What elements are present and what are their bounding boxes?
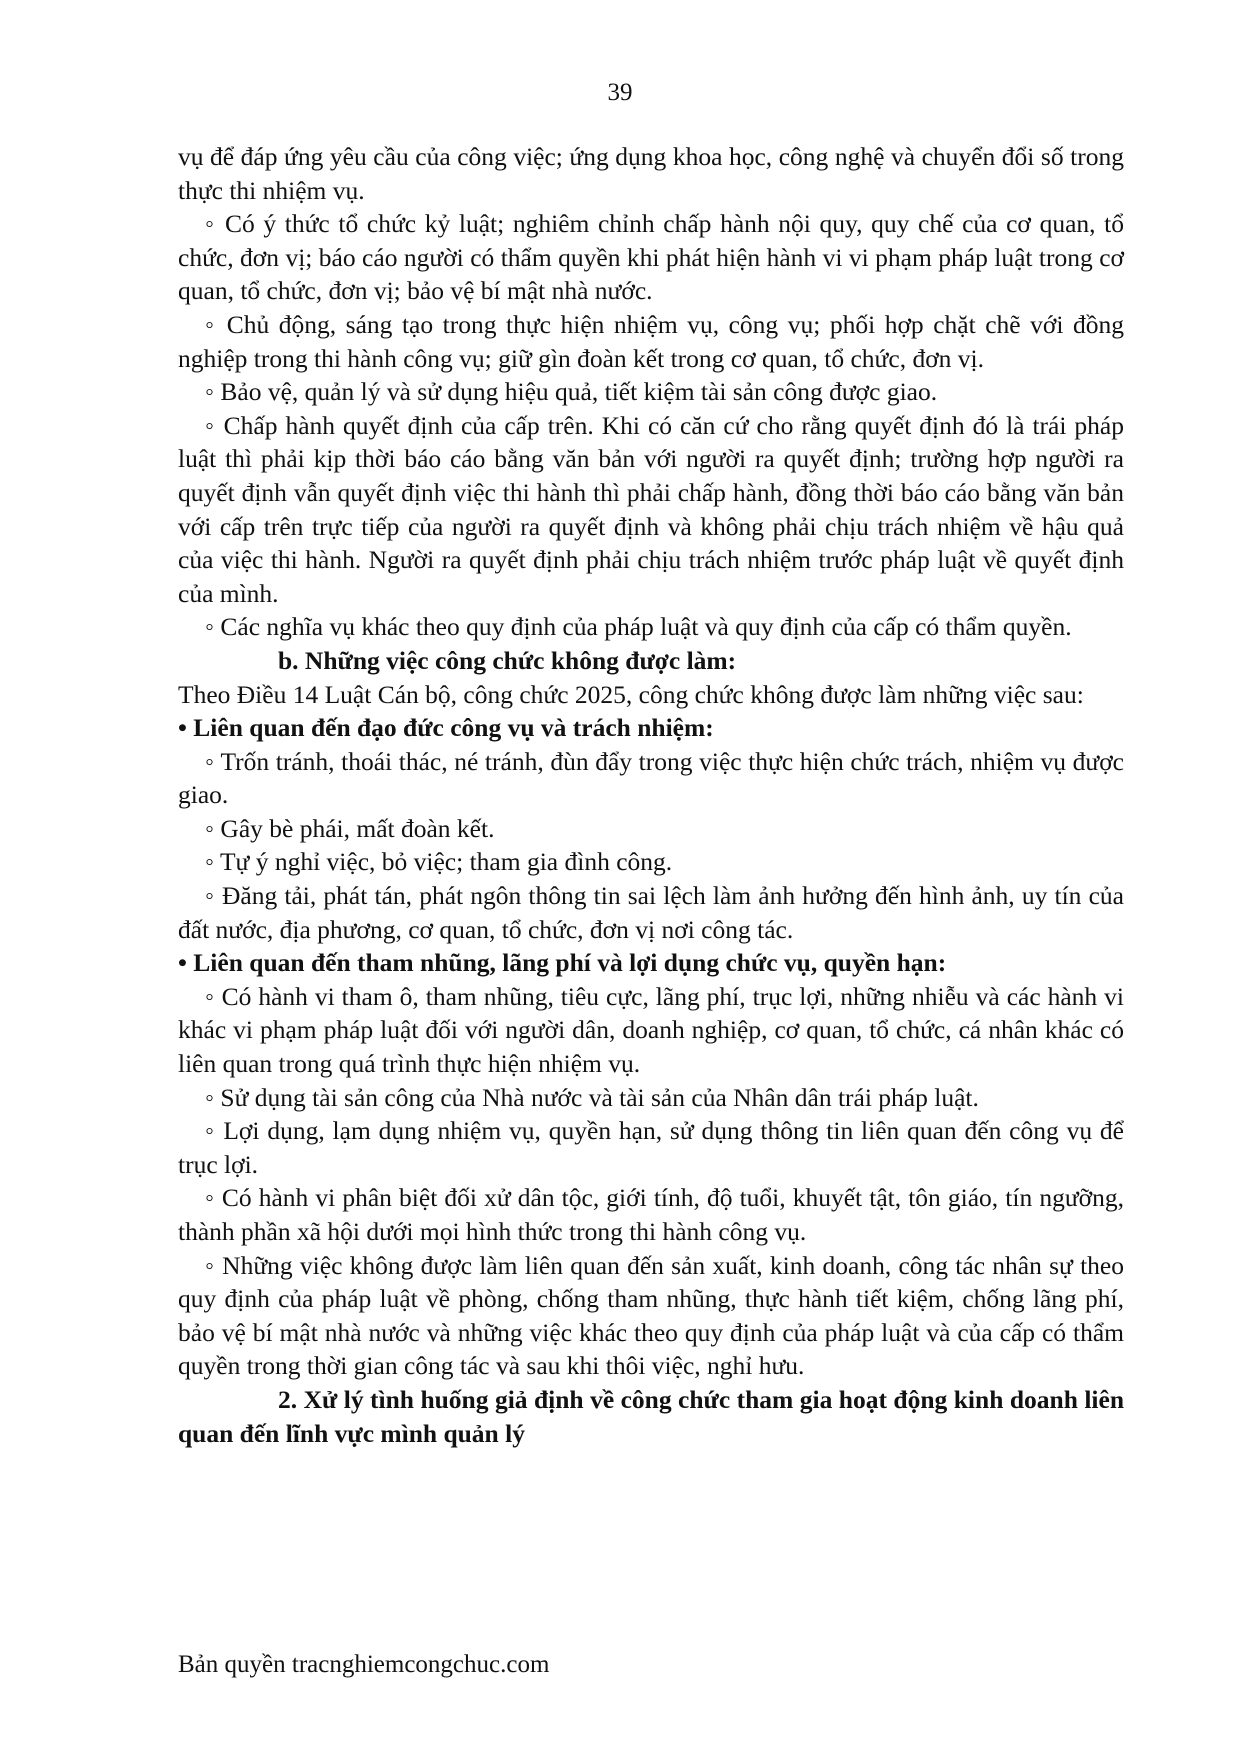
prohibited-item: ◦ Tự ý nghỉ việc, bỏ việc; tham gia đình công.	[205, 847, 673, 877]
section-intro: Theo Điều 14 Luật Cán bộ, công chức 2025, công chức không được làm những việc sau:	[178, 679, 1084, 709]
prohibited-item: ◦ Sử dụng tài sản công của Nhà nước và tài sản của Nhân dân trái pháp luật.	[205, 1082, 979, 1112]
obligation-item: ◦ Chủ động, sáng tạo trong thực hiện nhiệm vụ, công vụ; phối hợp chặt chẽ với đồng nghiệp trong thi hành công vụ; giữ gìn đoàn kết trong cơ quan, tổ chức, đơn vị.	[178, 309, 1124, 373]
obligation-item: ◦ Các nghĩa vụ khác theo quy định của pháp luật và quy định của cấp có thẩm quyền.	[205, 612, 1072, 642]
obligation-item: ◦ Chấp hành quyết định của cấp trên. Khi có căn cứ cho rằng quyết định đó là trái pháp luật thì phải kịp thời báo cáo bằng văn bản với người ra quyết định; trường hợp người ra quyết định vẫn quyết định việc thi hành thì phải chấp hành, đồng thời báo cáo bằng văn bản với cấp trên trực tiếp của người ra quyết định và không phải chịu trách nhiệm về hậu quả của việc thi hành. Người ra quyết định phải chịu trách nhiệm trước pháp luật về quyết định của mình.	[178, 410, 1124, 608]
prohibited-item: ◦ Những việc không được làm liên quan đến sản xuất, kinh doanh, công tác nhân sự theo quy định của pháp luật về phòng, chống tham nhũng, thực hành tiết kiệm, chống lãng phí, bảo vệ bí mật nhà nước và những việc khác theo quy định của pháp luật và của cấp có thẩm quyền trong thời gian công tác và sau khi thôi việc, nghỉ hưu.	[178, 1250, 1124, 1381]
section-heading-b: b. Những việc công chức không được làm:	[278, 645, 737, 675]
prohibited-item: ◦ Lợi dụng, lạm dụng nhiệm vụ, quyền hạn, sử dụng thông tin liên quan đến công vụ để trục lợi.	[178, 1116, 1124, 1179]
group-heading-ethics: • Liên quan đến đạo đức công vụ và trách nhiệm:	[178, 713, 714, 743]
prohibited-item: ◦ Có hành vi tham ô, tham nhũng, tiêu cực, lãng phí, trục lợi, những nhiễu và các hành vi khác vi phạm pháp luật đối với người dân, doanh nghiệp, cơ quan, tổ chức, cá nhân khác có liên quan trong quá trình thực hiện nhiệm vụ.	[178, 981, 1124, 1079]
section-heading-2: 2. Xử lý tình huống giả định về công chức tham gia hoạt động kinh doanh liên quan đến lĩnh vực mình quản lý	[178, 1384, 1124, 1448]
prohibited-item: ◦ Gây bè phái, mất đoàn kết.	[205, 813, 495, 843]
prohibited-item: ◦ Trốn tránh, thoái thác, né tránh, đùn đẩy trong việc thực hiện chức trách, nhiệm vụ được giao.	[178, 746, 1124, 810]
obligation-item: ◦ Có ý thức tổ chức kỷ luật; nghiêm chỉnh chấp hành nội quy, quy chế của cơ quan, tổ chức, đơn vị; báo cáo người có thẩm quyền khi phát hiện hành vi vi phạm pháp luật trong cơ quan, tổ chức, đơn vị; bảo vệ bí mật nhà nước.	[178, 209, 1124, 306]
prohibited-item: ◦ Có hành vi phân biệt đối xử dân tộc, giới tính, độ tuổi, khuyết tật, tôn giáo, tín ngưỡng, thành phần xã hội dưới mọi hình thức trong thi hành công vụ.	[178, 1183, 1124, 1246]
page-content	[178, 140, 1124, 1450]
paragraph-continuation: vụ để đáp ứng yêu cầu của công việc; ứng dụng khoa học, công nghệ và chuyển đổi số trong thực thi nhiệm vụ.	[178, 142, 1124, 205]
copyright-footer: Bản quyền tracnghiemcongchuc.com	[178, 1651, 550, 1678]
prohibited-item: ◦ Đăng tải, phát tán, phát ngôn thông tin sai lệch làm ảnh hưởng đến hình ảnh, uy tín của đất nước, địa phương, cơ quan, tổ chức, đơn vị nơi công tác.	[178, 881, 1124, 944]
page-number: 39	[607, 79, 633, 106]
obligation-item: ◦ Bảo vệ, quản lý và sử dụng hiệu quả, tiết kiệm tài sản công được giao.	[205, 377, 938, 407]
group-heading-corruption: • Liên quan đến tham nhũng, lãng phí và lợi dụng chức vụ, quyền hạn:	[178, 948, 947, 978]
